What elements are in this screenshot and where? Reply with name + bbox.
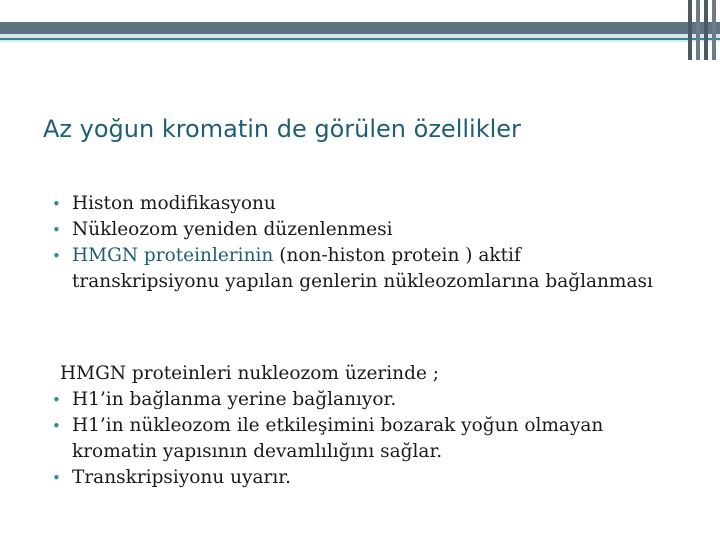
list-item-text: H1’in nükleozom ile etkileşimini bozarak yoğun olmayan kromatin yapısının devamlılığını sağlar.	[72, 415, 604, 462]
content-section-1	[52, 191, 672, 295]
top-band	[0, 0, 720, 22]
bullet-list-2	[52, 387, 692, 491]
list-item-text: Transkripsiyonu uyarır.	[72, 467, 291, 488]
list-item-text: Histon modifikasyonu	[72, 193, 276, 214]
list-item	[52, 387, 692, 413]
bullet-icon: •	[52, 221, 61, 239]
list-item	[52, 191, 672, 217]
list-item-text: (non-histon protein ) aktif transkripsiyonu yapılan genlerin nükleozomlarına bağlanması	[72, 245, 653, 292]
bullet-icon: •	[52, 469, 61, 487]
content-section-2	[52, 361, 692, 491]
bullet-icon: •	[52, 391, 61, 409]
header-accent-line	[0, 38, 720, 40]
list-item	[52, 243, 672, 295]
highlighted-term: HMGN proteinlerinin	[72, 245, 274, 266]
section-intro: HMGN proteinleri nukleozom üzerinde ;	[60, 363, 440, 384]
corner-decoration	[686, 0, 720, 60]
corner-bar	[688, 0, 692, 60]
corner-bar	[712, 0, 716, 60]
slide-title: Az yoğun kromatin de görülen özellikler	[43, 115, 521, 143]
bullet-icon: •	[52, 417, 61, 435]
list-item-text: H1’in bağlanma yerine bağlanıyor.	[72, 389, 397, 410]
list-item	[52, 465, 692, 491]
list-item	[52, 413, 692, 465]
bullet-icon: •	[52, 247, 61, 265]
header-band-dark	[0, 22, 720, 34]
bullet-list-1	[52, 191, 672, 295]
list-item	[52, 217, 672, 243]
list-item-text: Nükleozom yeniden düzenlenmesi	[72, 219, 393, 240]
bullet-icon: •	[52, 195, 61, 213]
corner-bar	[696, 0, 700, 60]
corner-bar	[704, 0, 708, 60]
